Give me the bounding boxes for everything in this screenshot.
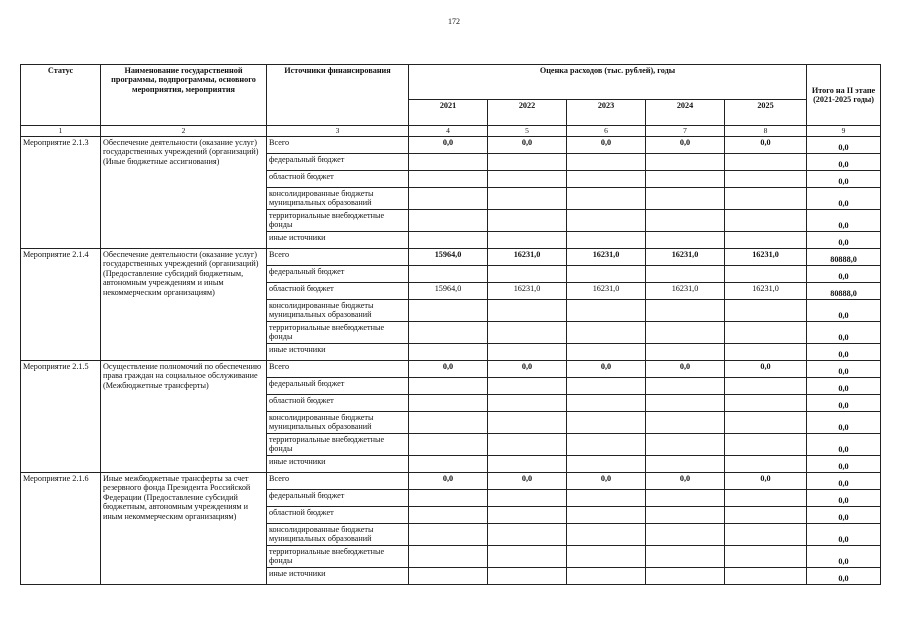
funding-source: областной бюджет <box>267 171 409 188</box>
year-value-cell <box>567 188 646 210</box>
year-value-cell <box>646 378 725 395</box>
year-value-cell <box>567 378 646 395</box>
measure-name: Осуществление полномочий по обеспечению права граждан на социальное обслуживание (Межбюджетные трансферты) <box>101 361 267 473</box>
total-value-cell: 0,0 <box>807 361 881 378</box>
year-value-cell <box>725 154 807 171</box>
funding-source: территориальные внебюджетные фонды <box>267 546 409 568</box>
year-value-cell <box>567 546 646 568</box>
year-value-cell <box>409 490 488 507</box>
year-value-cell: 0,0 <box>725 361 807 378</box>
year-value-cell: 16231,0 <box>725 249 807 266</box>
year-value-cell <box>409 188 488 210</box>
header-year: 2024 <box>646 100 725 126</box>
year-value-cell <box>725 232 807 249</box>
year-value-cell <box>725 171 807 188</box>
total-value-cell: 0,0 <box>807 568 881 585</box>
year-value-cell <box>567 395 646 412</box>
year-value-cell <box>725 395 807 412</box>
year-value-cell <box>488 490 567 507</box>
year-value-cell <box>567 266 646 283</box>
total-value-cell: 0,0 <box>807 266 881 283</box>
total-value-cell: 0,0 <box>807 473 881 490</box>
total-value-cell: 0,0 <box>807 154 881 171</box>
funding-source: территориальные внебюджетные фонды <box>267 322 409 344</box>
year-value-cell <box>409 568 488 585</box>
year-value-cell <box>725 456 807 473</box>
total-value-cell: 80888,0 <box>807 283 881 300</box>
year-value-cell: 0,0 <box>646 361 725 378</box>
header-sources: Источники финансирования <box>267 65 409 126</box>
year-value-cell: 16231,0 <box>646 249 725 266</box>
year-value-cell <box>725 507 807 524</box>
year-value-cell <box>646 524 725 546</box>
year-value-cell: 15964,0 <box>409 283 488 300</box>
year-value-cell <box>646 154 725 171</box>
funding-source: иные источники <box>267 568 409 585</box>
year-value-cell <box>488 210 567 232</box>
header-name: Наименование государственной программы, подпрограммы, основного мероприятия, мероприятия <box>101 65 267 126</box>
year-value-cell <box>646 395 725 412</box>
funding-source: Всего <box>267 137 409 154</box>
year-value-cell <box>488 546 567 568</box>
year-value-cell: 0,0 <box>488 361 567 378</box>
total-value-cell: 0,0 <box>807 507 881 524</box>
total-value-cell: 0,0 <box>807 434 881 456</box>
year-value-cell <box>488 524 567 546</box>
header-estimate: Оценка расходов (тыс. рублей), годы <box>409 65 807 100</box>
total-value-cell: 0,0 <box>807 490 881 507</box>
year-value-cell <box>725 344 807 361</box>
total-value-cell: 80888,0 <box>807 249 881 266</box>
year-value-cell <box>725 266 807 283</box>
column-number: 6 <box>567 126 646 137</box>
year-value-cell: 0,0 <box>488 473 567 490</box>
total-value-cell: 0,0 <box>807 188 881 210</box>
year-value-cell <box>409 322 488 344</box>
year-value-cell <box>567 322 646 344</box>
year-value-cell: 16231,0 <box>567 249 646 266</box>
year-value-cell <box>488 434 567 456</box>
year-value-cell <box>646 507 725 524</box>
year-value-cell: 16231,0 <box>488 249 567 266</box>
year-value-cell: 0,0 <box>567 361 646 378</box>
funding-source: консолидированные бюджеты муниципальных образований <box>267 188 409 210</box>
year-value-cell <box>567 434 646 456</box>
funding-source: областной бюджет <box>267 507 409 524</box>
year-value-cell <box>646 300 725 322</box>
total-value-cell: 0,0 <box>807 322 881 344</box>
year-value-cell <box>567 232 646 249</box>
year-value-cell <box>409 171 488 188</box>
measure-status: Мероприятие 2.1.3 <box>21 137 101 249</box>
funding-source: федеральный бюджет <box>267 378 409 395</box>
year-value-cell <box>409 266 488 283</box>
year-value-cell <box>646 344 725 361</box>
year-value-cell <box>646 171 725 188</box>
year-value-cell <box>725 490 807 507</box>
funding-source: консолидированные бюджеты муниципальных образований <box>267 300 409 322</box>
year-value-cell <box>725 322 807 344</box>
funding-source: иные источники <box>267 456 409 473</box>
column-number: 2 <box>101 126 267 137</box>
year-value-cell <box>409 395 488 412</box>
column-number: 1 <box>21 126 101 137</box>
funding-source: Всего <box>267 473 409 490</box>
year-value-cell <box>725 188 807 210</box>
year-value-cell <box>409 232 488 249</box>
total-value-cell: 0,0 <box>807 412 881 434</box>
year-value-cell <box>409 154 488 171</box>
year-value-cell <box>725 210 807 232</box>
year-value-cell <box>488 171 567 188</box>
year-value-cell <box>409 524 488 546</box>
funding-source: областной бюджет <box>267 395 409 412</box>
year-value-cell: 0,0 <box>725 137 807 154</box>
year-value-cell <box>646 188 725 210</box>
column-number: 8 <box>725 126 807 137</box>
total-value-cell: 0,0 <box>807 210 881 232</box>
year-value-cell: 16231,0 <box>488 283 567 300</box>
total-value-cell: 0,0 <box>807 344 881 361</box>
year-value-cell <box>409 456 488 473</box>
year-value-cell <box>488 300 567 322</box>
table-row <box>21 361 881 378</box>
year-value-cell <box>567 300 646 322</box>
year-value-cell <box>725 568 807 585</box>
column-number: 4 <box>409 126 488 137</box>
year-value-cell: 0,0 <box>567 473 646 490</box>
year-value-cell <box>488 412 567 434</box>
page-number: 172 <box>448 17 460 26</box>
measure-name: Обеспечение деятельности (оказание услуг) государственных учреждений (организаций) (Предоставление субсидий бюджетным, автономным учреждениям и иным некоммерческим организациям) <box>101 249 267 361</box>
year-value-cell <box>488 232 567 249</box>
table-row <box>21 249 881 266</box>
funding-source: федеральный бюджет <box>267 266 409 283</box>
funding-source: территориальные внебюджетные фонды <box>267 434 409 456</box>
year-value-cell <box>646 434 725 456</box>
year-value-cell <box>567 154 646 171</box>
year-value-cell <box>725 546 807 568</box>
total-value-cell: 0,0 <box>807 171 881 188</box>
year-value-cell <box>488 456 567 473</box>
year-value-cell <box>409 378 488 395</box>
year-value-cell <box>567 456 646 473</box>
year-value-cell <box>409 412 488 434</box>
year-value-cell <box>646 232 725 249</box>
year-value-cell <box>488 395 567 412</box>
total-value-cell: 0,0 <box>807 137 881 154</box>
measure-status: Мероприятие 2.1.6 <box>21 473 101 585</box>
year-value-cell <box>488 507 567 524</box>
year-value-cell: 0,0 <box>646 473 725 490</box>
total-value-cell: 0,0 <box>807 232 881 249</box>
total-value-cell: 0,0 <box>807 378 881 395</box>
year-value-cell <box>567 344 646 361</box>
year-value-cell <box>409 210 488 232</box>
year-value-cell: 0,0 <box>409 473 488 490</box>
total-value-cell: 0,0 <box>807 524 881 546</box>
year-value-cell: 15964,0 <box>409 249 488 266</box>
year-value-cell <box>646 210 725 232</box>
year-value-cell: 0,0 <box>646 137 725 154</box>
year-value-cell: 16231,0 <box>725 283 807 300</box>
funding-source: Всего <box>267 249 409 266</box>
year-value-cell: 16231,0 <box>567 283 646 300</box>
measure-status: Мероприятие 2.1.4 <box>21 249 101 361</box>
funding-source: иные источники <box>267 344 409 361</box>
funding-source: консолидированные бюджеты муниципальных образований <box>267 524 409 546</box>
year-value-cell: 0,0 <box>488 137 567 154</box>
header-year: 2022 <box>488 100 567 126</box>
column-number: 9 <box>807 126 881 137</box>
year-value-cell <box>646 546 725 568</box>
year-value-cell <box>567 171 646 188</box>
year-value-cell <box>646 266 725 283</box>
funding-source: иные источники <box>267 232 409 249</box>
total-value-cell: 0,0 <box>807 395 881 412</box>
total-value-cell: 0,0 <box>807 300 881 322</box>
column-number: 5 <box>488 126 567 137</box>
year-value-cell <box>567 524 646 546</box>
funding-source: консолидированные бюджеты муниципальных образований <box>267 412 409 434</box>
total-value-cell: 0,0 <box>807 546 881 568</box>
year-value-cell <box>725 412 807 434</box>
column-number: 3 <box>267 126 409 137</box>
year-value-cell <box>646 490 725 507</box>
year-value-cell <box>567 568 646 585</box>
year-value-cell: 0,0 <box>409 361 488 378</box>
budget-table <box>20 64 881 585</box>
year-value-cell <box>409 434 488 456</box>
year-value-cell: 0,0 <box>725 473 807 490</box>
year-value-cell <box>409 300 488 322</box>
table-body <box>21 137 881 585</box>
header-total: Итого на II этапе (2021-2025 годы) <box>807 65 881 126</box>
year-value-cell <box>488 344 567 361</box>
year-value-cell <box>488 154 567 171</box>
year-value-cell <box>567 412 646 434</box>
year-value-cell <box>725 524 807 546</box>
year-value-cell <box>409 344 488 361</box>
funding-source: федеральный бюджет <box>267 154 409 171</box>
measure-status: Мероприятие 2.1.5 <box>21 361 101 473</box>
funding-source: областной бюджет <box>267 283 409 300</box>
header-status: Статус <box>21 65 101 126</box>
year-value-cell <box>488 188 567 210</box>
total-value-cell: 0,0 <box>807 456 881 473</box>
funding-source: федеральный бюджет <box>267 490 409 507</box>
year-value-cell <box>725 434 807 456</box>
year-value-cell <box>488 378 567 395</box>
measure-name: Обеспечение деятельности (оказание услуг) государственных учреждений (организаций) (Иные бюджетные ассигнования) <box>101 137 267 249</box>
table-row <box>21 473 881 490</box>
year-value-cell <box>646 412 725 434</box>
year-value-cell <box>646 456 725 473</box>
table-row <box>21 137 881 154</box>
year-value-cell <box>567 507 646 524</box>
year-value-cell: 0,0 <box>567 137 646 154</box>
funding-source: Всего <box>267 361 409 378</box>
year-value-cell <box>646 322 725 344</box>
year-value-cell <box>646 568 725 585</box>
year-value-cell: 0,0 <box>409 137 488 154</box>
year-value-cell <box>409 507 488 524</box>
header-year: 2023 <box>567 100 646 126</box>
year-value-cell <box>725 378 807 395</box>
year-value-cell <box>567 210 646 232</box>
funding-source: территориальные внебюджетные фонды <box>267 210 409 232</box>
year-value-cell <box>409 546 488 568</box>
year-value-cell <box>488 568 567 585</box>
column-number: 7 <box>646 126 725 137</box>
year-value-cell: 16231,0 <box>646 283 725 300</box>
header-year: 2021 <box>409 100 488 126</box>
year-value-cell <box>488 322 567 344</box>
measure-name: Иные межбюджетные трансферты за счет резервного фонда Президента Российской Федерации (Предоставление субсидий бюджетным, автономным учреждениям и иным некоммерческим организациям) <box>101 473 267 585</box>
year-value-cell <box>725 300 807 322</box>
year-value-cell <box>567 490 646 507</box>
header-year: 2025 <box>725 100 807 126</box>
year-value-cell <box>488 266 567 283</box>
